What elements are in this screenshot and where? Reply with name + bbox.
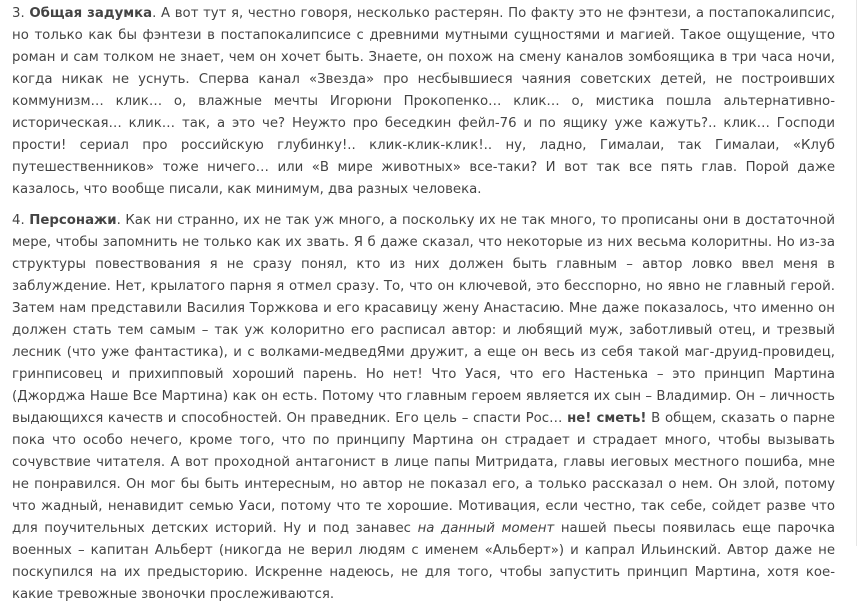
section-4-text-part-c: нашей пьесы появилась еще парочка военных – капитан Альберт (никогда не верил людям с именем «Альберт») и капрал Ильинский. Автор даже не поскупился на их предысторию. Искренне надеюсь, не для того, чтобы запустить принцип Мартина, хотя кое-какие тревожные звоночки прослеживаются. — [12, 521, 835, 602]
section-4-text-part-b: В общем, сказать о парне пока что особо нечего, кроме того, что по принципу Мартина он страдает и страдает много, чтобы вызывать сочувствие читателя. А вот проходной антагонист в лице папы Митридата, главы иеговых местного пошиба, мне не понравился. Он мог бы быть интересным, но автор не показал его, а только рассказал о нем. Он злой, потому что жадный, ненавидит семью Уаси, потому что те хорошие. Мотивация, если честно, так себе, сойдет разве что для поучительных детских историй. Ну и под занавес — [12, 411, 835, 536]
section-4-number: 4. — [12, 213, 30, 228]
section-4-heading: Персонажи — [29, 213, 117, 228]
section-4-bold-phrase: не! сметь! — [567, 411, 647, 426]
section-3-number: 3. — [12, 6, 30, 21]
section-3-heading: Общая задумка — [29, 6, 153, 21]
section-3-paragraph — [12, 3, 835, 201]
section-4-text-part-a: . Как ни странно, их не так уж много, а поскольку их не так много, то прописаны они в достаточной мере, чтобы запомнить не только как их звать. Я б даже сказал, что некоторые из них весьма колоритны. Но из-за структуры повествования я не сразу понял, кто из них должен быть главным – автор ловко ввел меня в заблуждение. Нет, крылатого парня я отмел сразу. То, что он ключевой, это бесспорно, но явно не главный герой. Затем нам представили Василия Торжкова и его красавицу жену Анастасию. Мне даже показалось, что именно он должен стать тем самым – так уж колоритно его расписал автор: и любящий муж, заботливый отец, и трезвый лесник (что уже фантастика), и с волками-медведЯми дружит, а еще он весь из себя такой маг-друид-провидец, гринписовец и прихипповый хороший парень. Но нет! Что Уася, что его Настенька – это принцип Мартина (Джорджа Наше Все Мартина) как он есть. Потому что главным героем является их сын – Владимир. Он – личность выдающихся качеств и способностей. Он праведник. Его цель – спасти Рос… — [12, 213, 835, 426]
review-text-body — [12, 3, 835, 606]
section-3-text: . А вот тут я, честно говоря, несколько растерян. По факту это не фэнтези, а постапокалипсис, но только как бы фэнтези в постапокалипсисе с древними мутными сущностями и магией. Такое ощущение, что роман и сам толком не знает, чем он хочет быть. Знаете, он похож на смену каналов зомбоящика в три часа ночи, когда никак не уснуть. Сперва канал «Звезда» про несбывшиеся чаяния советских детей, не построивших коммунизм… клик… о, влажные мечты Игорюни Прокопенко… клик… о, мистика пошла альтернативно-историческая… клик… так, а это че? Неужто про беседкин фейл-76 и по ящику уже кажуть?.. клик… Господи прости! сериал про российскую глубинку!.. клик-клик-клик!.. ну, ладно, Гималаи, так Гималаи, «Клуб путешественников» тоже ничего… или «В мире животных» все-таки? И вот так все пять глав. Порой даже казалось, что вообще писали, как минимум, два разных человека. — [12, 6, 836, 197]
section-4-paragraph — [12, 210, 835, 606]
section-4-italic-phrase: на данный момент — [417, 521, 555, 536]
